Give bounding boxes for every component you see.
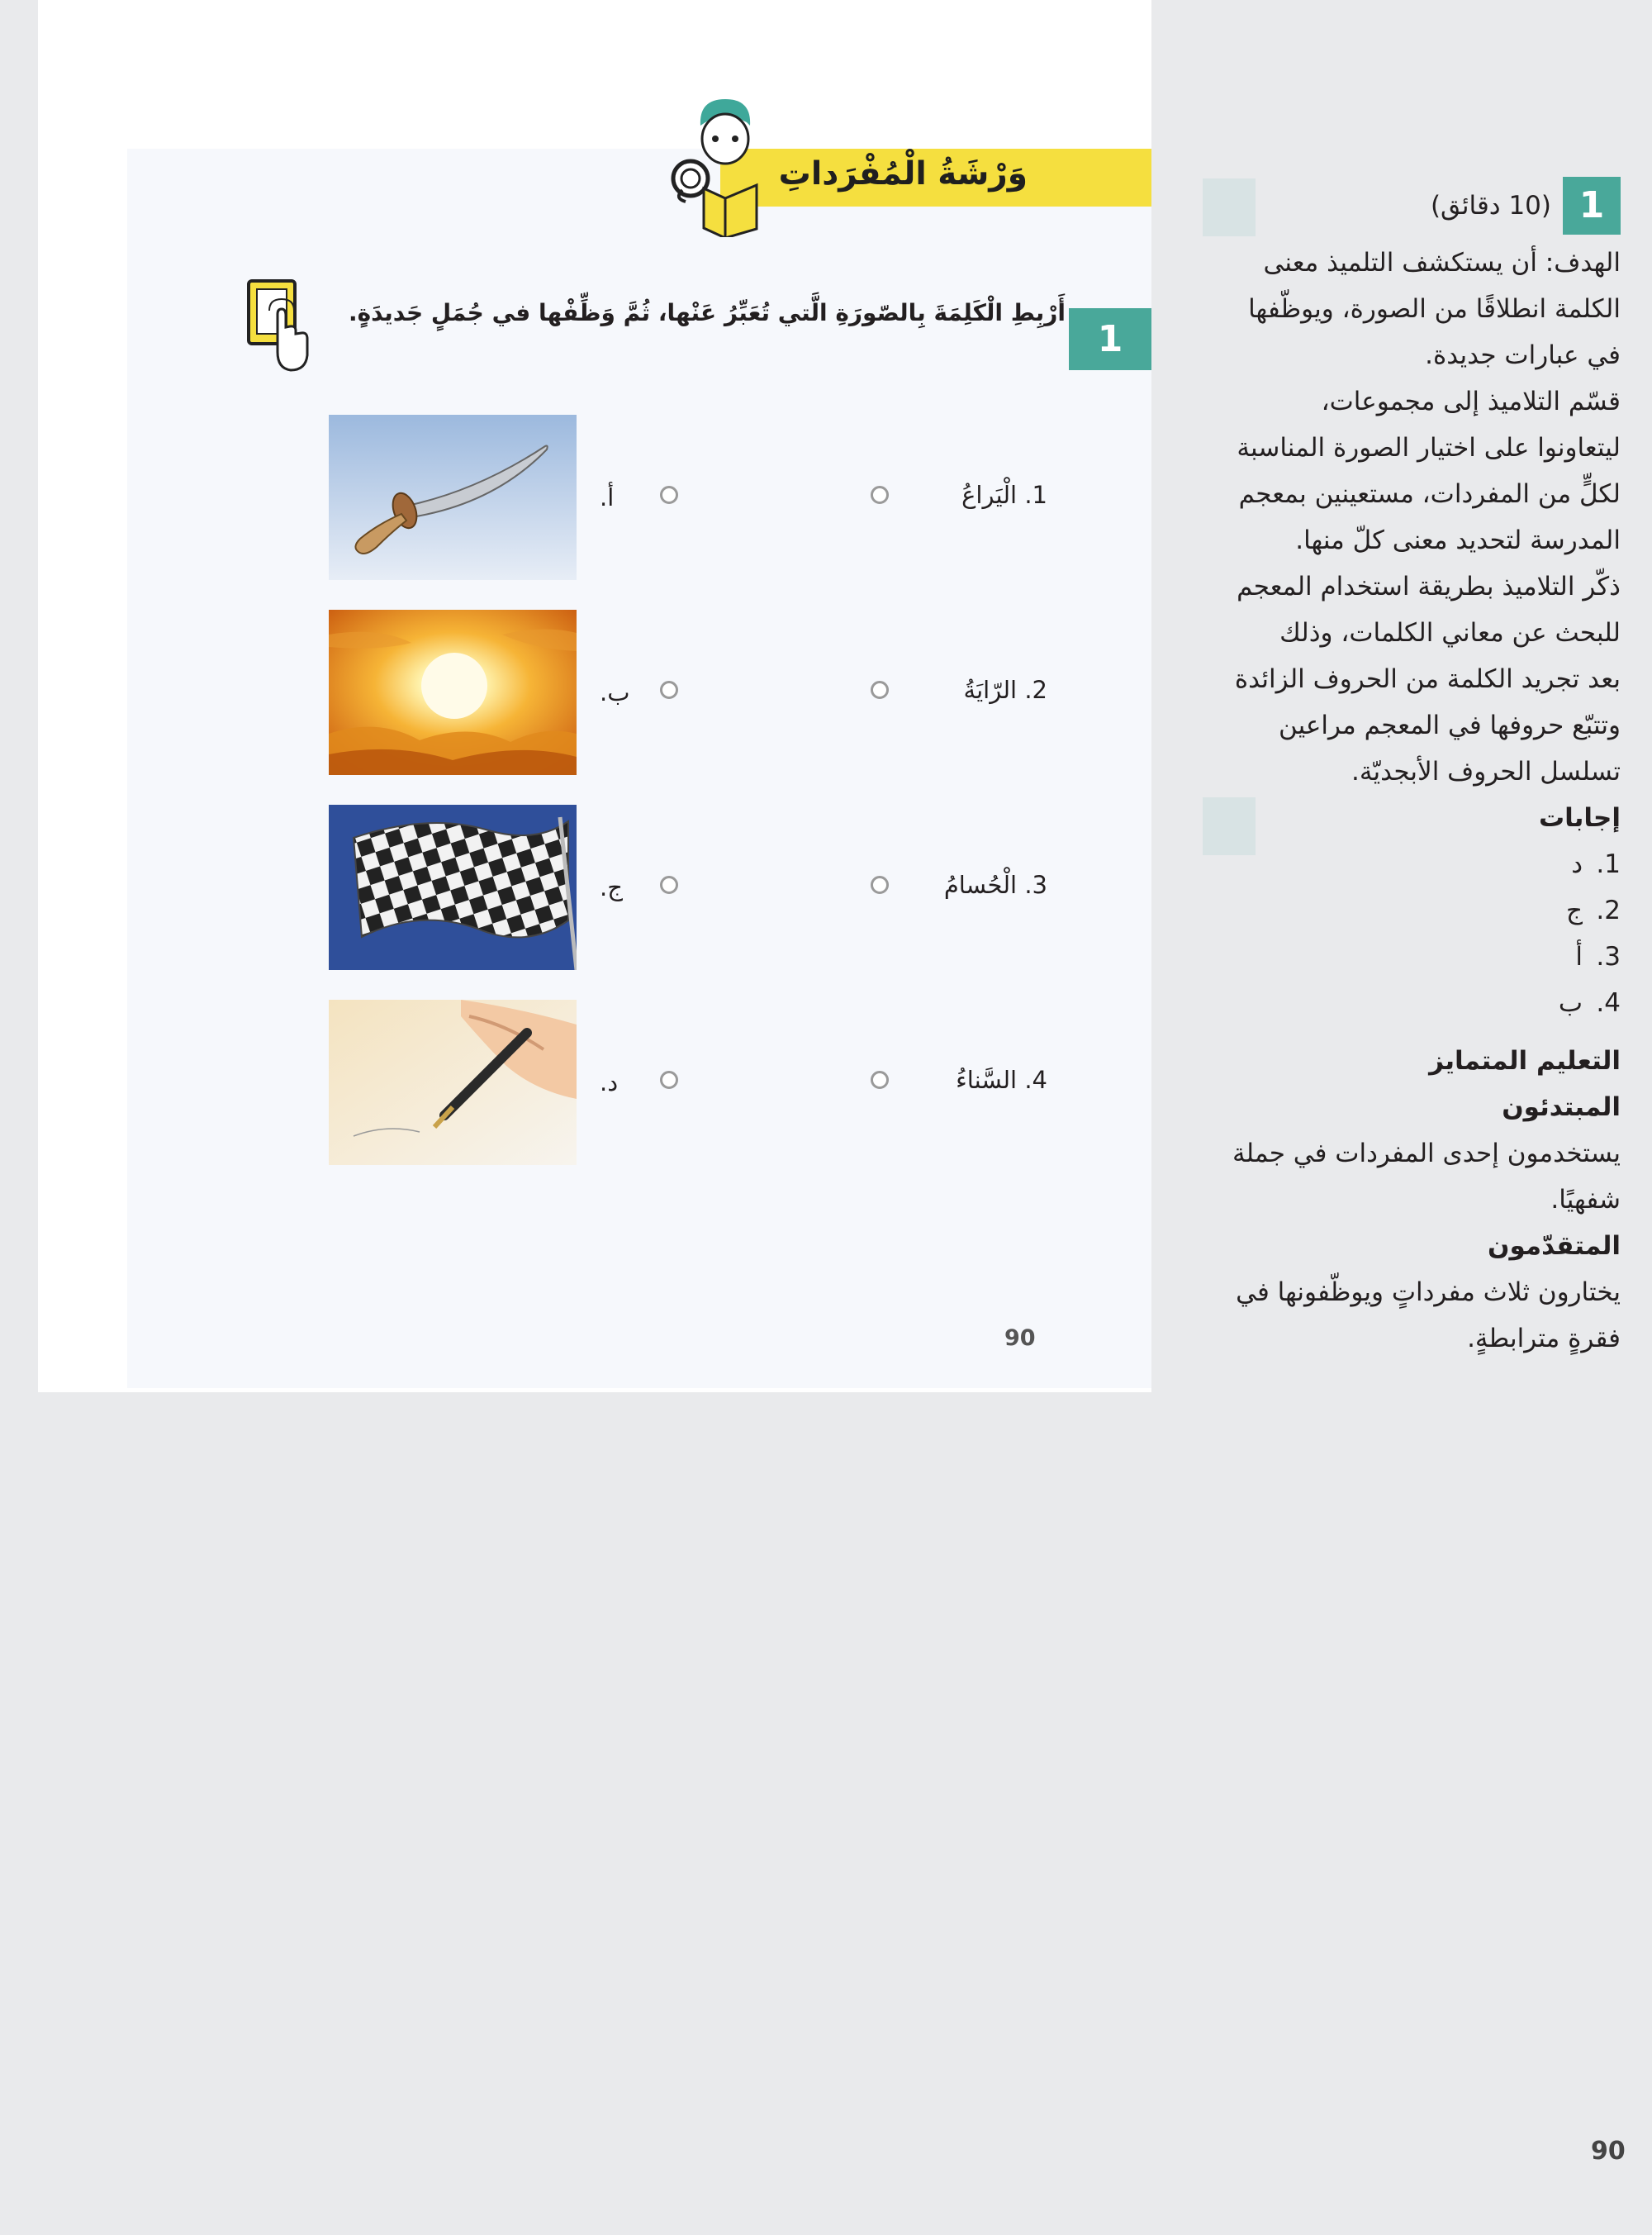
choice-letter-b: ب.: [600, 678, 630, 706]
text-line: في عبارات جديدة.: [1425, 340, 1621, 370]
answer-number: 2.: [1596, 896, 1621, 925]
teacher-notes: [1198, 174, 1621, 1362]
text-line: للبحث عن معاني الكلمات، وذلك: [1279, 618, 1621, 648]
section-header: [1198, 174, 1621, 238]
sun-image: [329, 610, 577, 775]
answers-heading: إجابات: [1538, 803, 1621, 833]
answer-number: 3.: [1596, 942, 1621, 972]
differentiation-heading: التعليم المتمايز: [1429, 1046, 1621, 1076]
banner-title: وَرْشَةُ الْمُفْرَداتِ: [778, 155, 1028, 193]
word-label-2: 2. الرّايَةُ: [963, 676, 1047, 704]
answer-item: [1198, 980, 1621, 1026]
answer-value: ج: [1565, 896, 1583, 925]
flag-image: [329, 805, 577, 970]
advanced-heading: المتقدّمون: [1487, 1231, 1621, 1261]
text-line: الهدف: أن يستكشف التلميذ معنى: [1263, 248, 1621, 278]
answer-item: [1198, 841, 1621, 887]
word-label-4: 4. السَّناءُ: [956, 1066, 1047, 1094]
answer-value: ب: [1558, 988, 1583, 1018]
text-line: ليتعاونوا على اختيار الصورة المناسبة: [1237, 433, 1621, 463]
text-line: لكلٍّ من المفردات، مستعينين بمعجم: [1238, 479, 1621, 509]
reading-mascot-icon: [666, 93, 781, 237]
matching-row-4: [38, 1000, 1151, 1165]
text-line: المدرسة لتحديد معنى كلّ منها.: [1295, 525, 1621, 555]
image-connector-dot[interactable]: [660, 681, 678, 699]
section-number-badge: 1: [1563, 177, 1621, 235]
image-connector-dot[interactable]: [660, 1071, 678, 1089]
answer-item: [1198, 887, 1621, 934]
word-connector-dot[interactable]: [871, 681, 889, 699]
text-line: شفهيًا.: [1550, 1185, 1621, 1215]
student-page-number: 90: [1004, 1325, 1036, 1351]
image-connector-dot[interactable]: [660, 876, 678, 894]
section-banner: [720, 149, 1151, 207]
answer-number: 4.: [1596, 988, 1621, 1018]
text-line: يختارون ثلاث مفرداتٍ ويوظّفونها في: [1236, 1277, 1621, 1307]
text-line: يستخدمون إحدى المفردات في جملة: [1232, 1139, 1621, 1168]
procedure-text: [1198, 378, 1621, 795]
word-label-3: 3. الْحُسامُ: [943, 871, 1047, 899]
text-line: وتتبّع حروفها في المعجم مراعين: [1278, 711, 1621, 740]
choice-letter-a: أ.: [600, 483, 615, 511]
pen-image: [329, 1000, 577, 1165]
objective-text: [1198, 240, 1621, 378]
text-line: تسلسل الحروف الأبجديّة.: [1351, 757, 1621, 787]
matching-row-1: [38, 415, 1151, 580]
answer-value: أ: [1575, 942, 1583, 972]
text-line: قسّم التلاميذ إلى مجموعات،: [1321, 387, 1621, 416]
text-line: ذكّر التلاميذ بطريقة استخدام المعجم: [1237, 572, 1621, 602]
choice-letter-d: د.: [600, 1068, 619, 1096]
beginners-heading: المبتدئون: [1502, 1092, 1621, 1122]
exercise-number-badge: 1: [1069, 308, 1151, 370]
answer-value: د: [1571, 849, 1583, 879]
word-connector-dot[interactable]: [871, 1071, 889, 1089]
exercise-instruction: أَرْبِطِ الْكَلِمَةَ بِالصّورَةِ الَّتي تُعَبِّرُ عَنْها، ثُمَّ وَظِّفْها في جُمَلٍ جَديدَةٍ.: [348, 299, 1066, 326]
text-line: فقرةٍ مترابطةٍ.: [1467, 1324, 1621, 1353]
student-book-page: [38, 0, 1151, 1392]
text-line: بعد تجريد الكلمة من الحروف الزائدة: [1234, 664, 1621, 694]
word-label-1: 1. الْيَراعُ: [961, 481, 1047, 509]
tablet-tap-icon: [244, 278, 311, 377]
answer-item: [1198, 934, 1621, 980]
answers-list: [1198, 841, 1621, 1026]
teacher-page-number: 90: [1591, 2137, 1626, 2166]
word-connector-dot[interactable]: [871, 486, 889, 504]
section-duration: (10 دقائق): [1430, 191, 1551, 221]
answer-number: 1.: [1596, 849, 1621, 879]
sword-image: [329, 415, 577, 580]
image-connector-dot[interactable]: [660, 486, 678, 504]
choice-letter-c: ج.: [600, 873, 623, 901]
text-line: الكلمة انطلاقًا من الصورة، ويوظّفها: [1248, 294, 1621, 324]
word-connector-dot[interactable]: [871, 876, 889, 894]
matching-row-3: [38, 805, 1151, 970]
matching-row-2: [38, 610, 1151, 775]
